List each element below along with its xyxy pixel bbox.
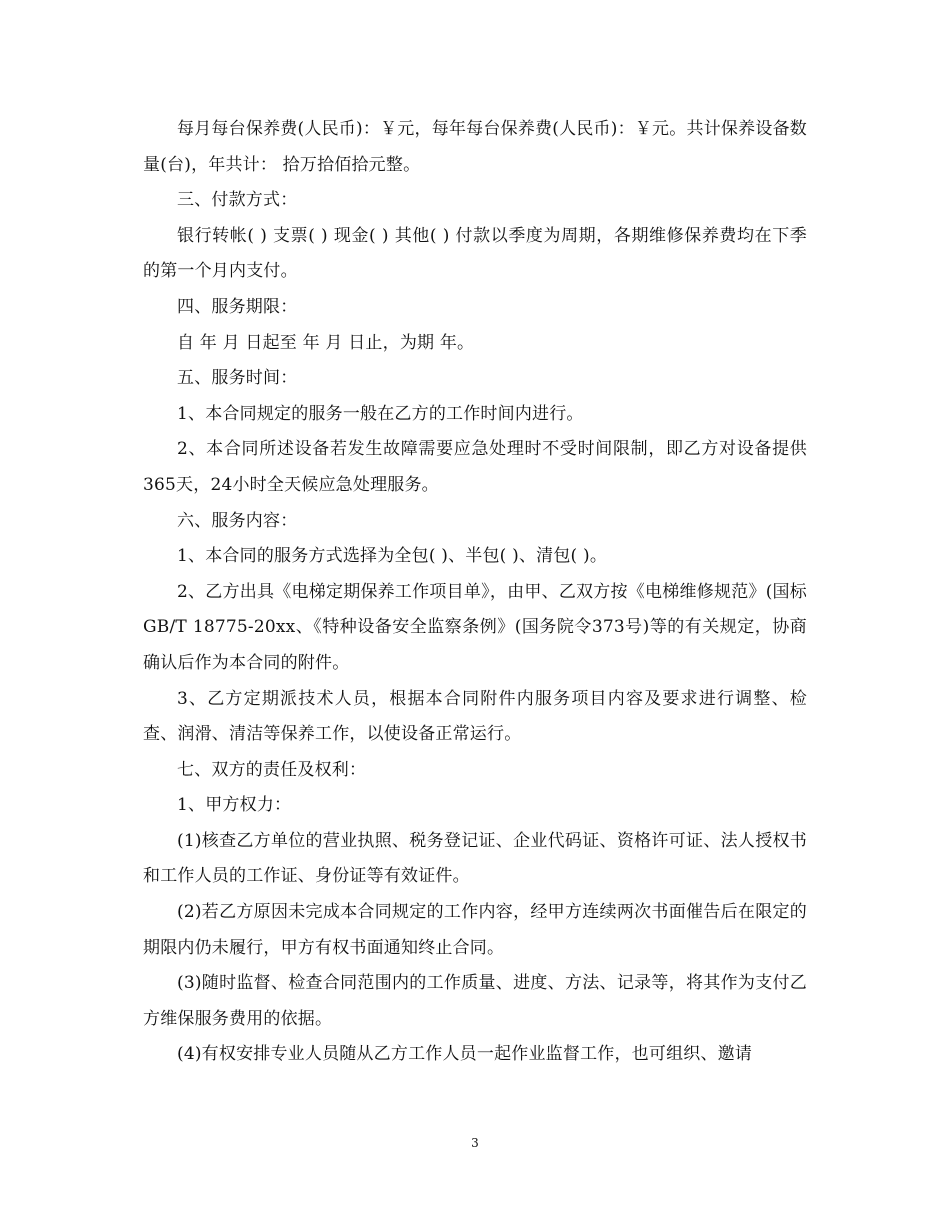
paragraph-service-content-2: 2、乙方出具《电梯定期保养工作项目单》，由甲、乙双方按《电梯维修规范》(国标GB/T 18775-20xx、《特种设备安全监察条例》(国务院令373号)等的有关规定，协商确认后作为本合同的附件。 (143, 581, 807, 673)
paragraph-right-4: (4)有权安排专业人员随从乙方工作人员一起作业监督工作，也可组织、邀请 (177, 1044, 753, 1065)
paragraph-service-content-3: 3、乙方定期派技术人员，根据本合同附件内服务项目内容及要求进行调整、检查、润滑、清洁等保养工作，以使设备正常运行。 (143, 688, 807, 745)
heading-responsibilities: 七、双方的责任及权利： (177, 759, 367, 780)
paragraph-right-1: (1)核查乙方单位的营业执照、税务登记证、企业代码证、资格许可证、法人授权书和工作人员的工作证、身份证等有效证件。 (143, 830, 807, 887)
heading-service-time: 五、服务时间： (177, 368, 298, 389)
paragraph-payment-options: 银行转帐( ) 支票( ) 现金( ) 其他( ) 付款以季度为周期，各期维修保养费均在下季的第一个月内支付。 (143, 225, 807, 282)
heading-party-a-rights: 1、甲方权力： (177, 795, 292, 816)
page-number: 3 (471, 1136, 479, 1150)
document-body (143, 112, 807, 1073)
heading-payment-method: 三、付款方式： (177, 190, 298, 211)
paragraph-service-time-2: 2、本合同所述设备若发生故障需要应急处理时不受时间限制，即乙方对设备提供365天，24小时全天候应急处理服务。 (143, 439, 807, 495)
heading-service-content: 六、服务内容： (177, 510, 298, 531)
paragraph-right-2: (2)若乙方原因未完成本合同规定的工作内容，经甲方连续两次书面催告后在限定的期限内仍未履行，甲方有权书面通知终止合同。 (143, 902, 807, 958)
paragraph-service-time-1: 1、本合同规定的服务一般在乙方的工作时间内进行。 (177, 403, 584, 424)
paragraph-service-content-1: 1、本合同的服务方式选择为全包( )、半包( )、清包( )。 (177, 546, 608, 567)
paragraph-maintenance-fee: 每月每台保养费(人民币)：￥元，每年每台保养费(人民币)：￥元。共计保养设备数量(台)，年共计： 拾万拾佰拾元整。 (143, 119, 807, 175)
heading-service-term: 四、服务期限： (177, 296, 298, 317)
paragraph-service-term: 自 年 月 日起至 年 月 日止，为期 年。 (177, 332, 475, 353)
paragraph-right-3: (3)随时监督、检查合同范围内的工作质量、进度、方法、记录等，将其作为支付乙方维保服务费用的依据。 (143, 973, 807, 1029)
